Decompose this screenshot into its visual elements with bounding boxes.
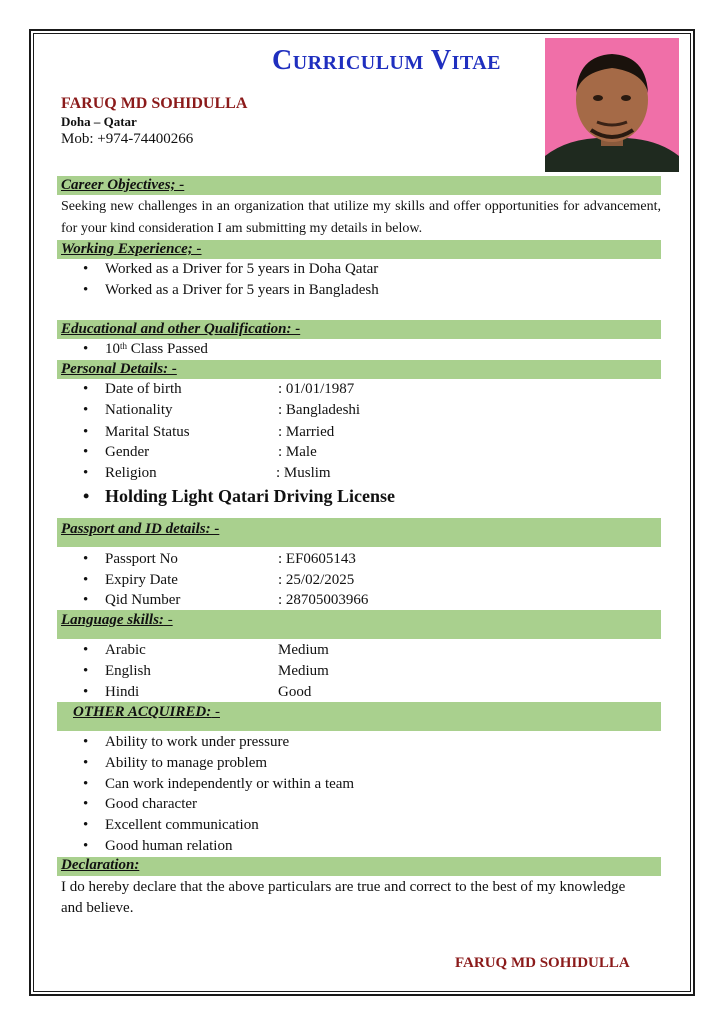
declaration-text: I do hereby declare that the above particulars are true and correct to the best of my knowledge and believe. [61,879,626,916]
personal-row-religion: • Religion : Muslim [83,465,331,481]
list-item: • Excellent communication [83,817,259,833]
list-item: • Can work independently or within a team [83,776,355,792]
list-item: • Worked as a Driver for 5 years in Bangladesh [83,282,379,298]
personal-row-dob: • Date of birth : 01/01/1987 [83,381,355,397]
applicant-name: FARUQ MD SOHIDULLA [61,95,248,112]
section-heading-passport: Passport and ID details: - [61,521,220,537]
personal-row-gender: • Gender : Male [83,444,317,460]
section-heading-career: Career Objectives; - [61,177,185,193]
section-heading-experience: Working Experience; - [61,241,202,257]
profile-photo [545,38,679,172]
list-item: • Good character [83,796,198,812]
personal-row-nationality: • Nationality : Bangladeshi [83,402,361,418]
applicant-mobile: Mob: +974-74400266 [61,131,194,147]
section-heading-personal: Personal Details: - [61,361,177,377]
list-item: • Good human relation [83,838,233,854]
section-heading-other: OTHER ACQUIRED: - [73,704,220,720]
section-heading-education: Educational and other Qualification: - [61,321,301,337]
list-item: • Worked as a Driver for 5 years in Doha Qatar [83,261,379,277]
list-item: • 10th Class Passed [83,341,208,357]
career-objective-text: Seeking new challenges in an organization that utilize my skills and offer opportunities for advancement, for your kind consideration I am submitting my details in below. [61,199,661,236]
applicant-location: Doha – Qatar [61,114,137,129]
passport-row-qid: • Qid Number : 28705003966 [83,592,369,608]
driving-license-item: • Holding Light Qatari Driving License [83,486,396,506]
passport-row-expiry: • Expiry Date : 25/02/2025 [83,572,355,588]
passport-row-number: • Passport No : EF0605143 [83,551,356,567]
list-item: • Ability to work under pressure [83,734,290,750]
language-row-hindi: • Hindi Good [83,684,312,700]
section-heading-declaration: Declaration: [61,857,140,873]
section-heading-language: Language skills: - [61,612,173,628]
list-item: • Ability to manage problem [83,755,268,771]
signature-name: FARUQ MD SOHIDULLA [455,955,630,971]
language-row-english: • English Medium [83,663,329,679]
personal-row-marital: • Marital Status : Married [83,424,335,440]
document-title: Curriculum Vitae [272,45,502,76]
section-bar-declaration [57,857,661,876]
language-row-arabic: • Arabic Medium [83,642,329,658]
